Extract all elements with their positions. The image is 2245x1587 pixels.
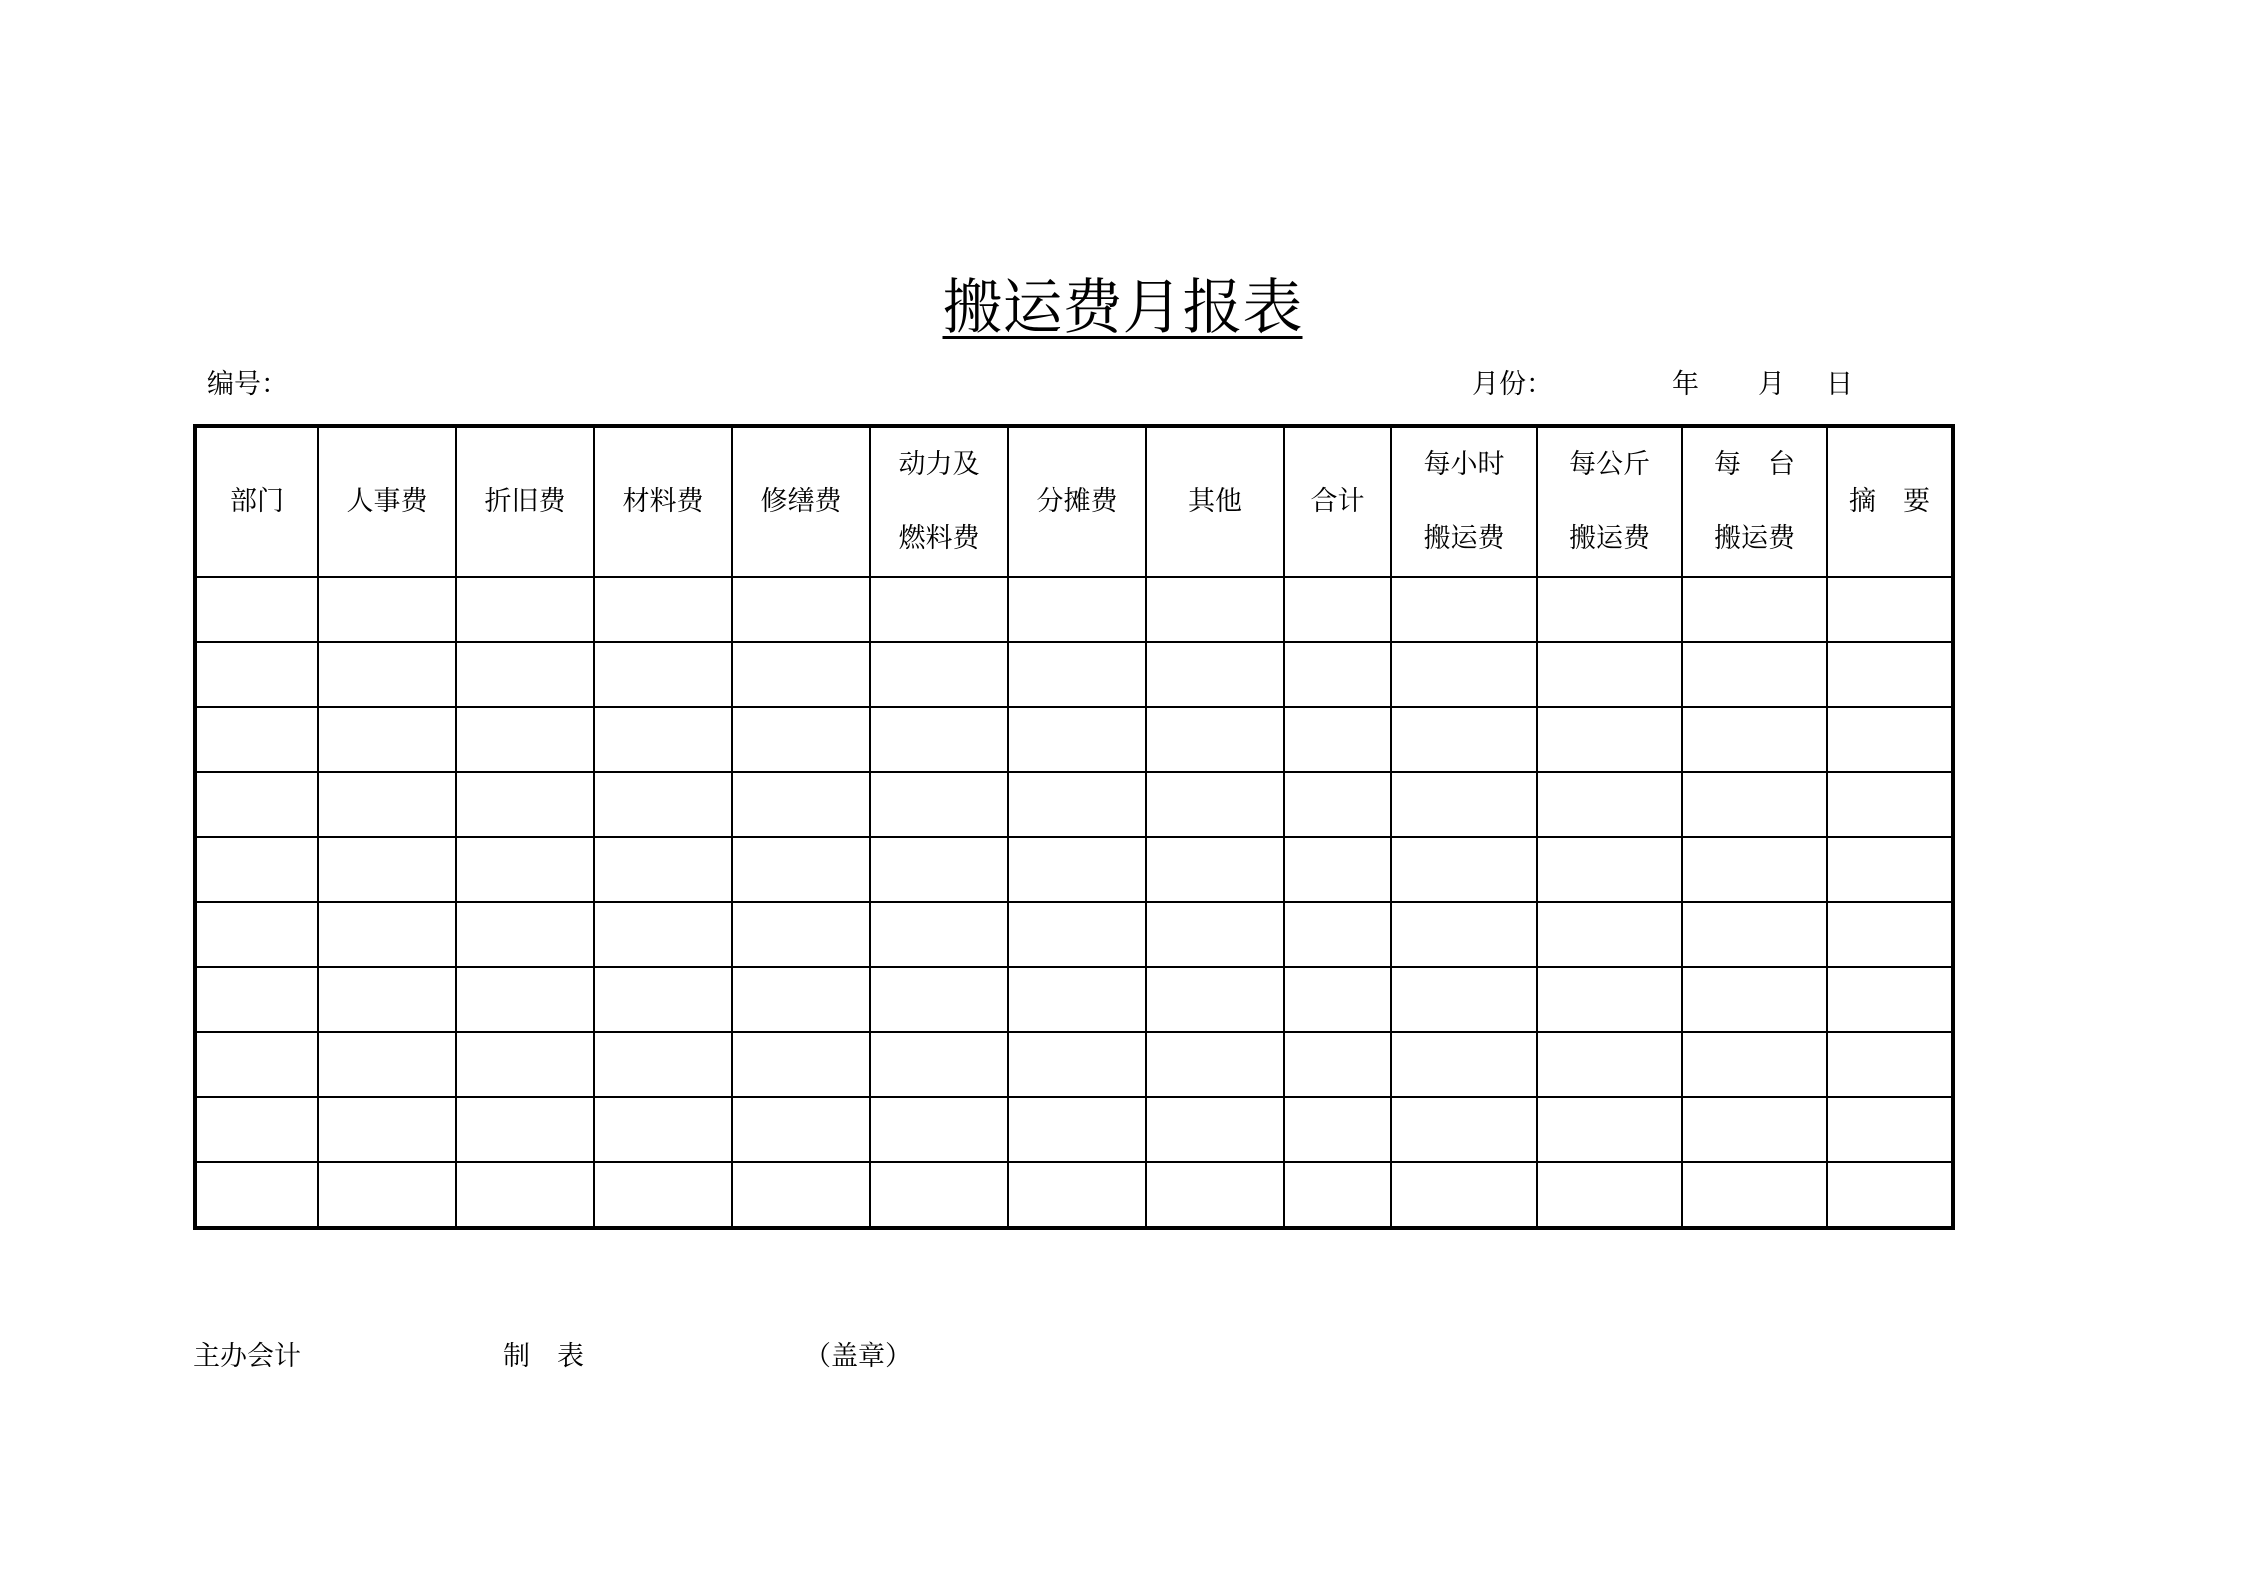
table-cell[interactable] bbox=[1391, 837, 1537, 902]
table-cell[interactable] bbox=[594, 1032, 732, 1097]
table-cell[interactable] bbox=[456, 707, 594, 772]
table-cell[interactable] bbox=[1682, 837, 1827, 902]
column-header bbox=[1537, 426, 1682, 577]
table-cell[interactable] bbox=[195, 837, 318, 902]
table-cell[interactable] bbox=[1008, 1097, 1146, 1162]
column-header-line: 部门 bbox=[230, 486, 284, 517]
table-cell[interactable] bbox=[195, 772, 318, 837]
table-cell[interactable] bbox=[732, 1097, 870, 1162]
preparer-label: 制 表 bbox=[503, 1341, 584, 1372]
table-cell[interactable] bbox=[1284, 707, 1391, 772]
table-cell[interactable] bbox=[594, 1097, 732, 1162]
column-header-line: 人事费 bbox=[346, 486, 428, 517]
table-cell[interactable] bbox=[1008, 772, 1146, 837]
table-cell[interactable] bbox=[1146, 577, 1284, 642]
table-cell[interactable] bbox=[1146, 1097, 1284, 1162]
table-cell[interactable] bbox=[870, 772, 1008, 837]
table-cell[interactable] bbox=[1827, 967, 1953, 1032]
column-header-line: 折旧费 bbox=[484, 486, 566, 517]
table-row bbox=[195, 1097, 1953, 1162]
table-cell[interactable] bbox=[1146, 707, 1284, 772]
table-cell[interactable] bbox=[456, 1162, 594, 1228]
table-row bbox=[195, 1162, 1953, 1228]
table-cell[interactable] bbox=[1284, 1097, 1391, 1162]
table-cell[interactable] bbox=[456, 577, 594, 642]
accountant-label: 主办会计 bbox=[193, 1341, 301, 1372]
table-row bbox=[195, 1032, 1953, 1097]
table-cell[interactable] bbox=[1537, 1032, 1682, 1097]
table-cell[interactable] bbox=[1146, 772, 1284, 837]
table-cell[interactable] bbox=[870, 837, 1008, 902]
table-cell[interactable] bbox=[456, 642, 594, 707]
table-cell[interactable] bbox=[318, 837, 456, 902]
column-header bbox=[594, 426, 732, 577]
table-cell[interactable] bbox=[1682, 707, 1827, 772]
table-cell[interactable] bbox=[1008, 642, 1146, 707]
column-header bbox=[1284, 426, 1391, 577]
table-cell[interactable] bbox=[1284, 902, 1391, 967]
table-cell[interactable] bbox=[195, 577, 318, 642]
column-header bbox=[1391, 426, 1537, 577]
table-cell[interactable] bbox=[594, 967, 732, 1032]
table-cell[interactable] bbox=[870, 967, 1008, 1032]
table-cell[interactable] bbox=[1827, 577, 1953, 642]
table-cell[interactable] bbox=[1682, 1162, 1827, 1228]
table-cell[interactable] bbox=[732, 902, 870, 967]
table-cell[interactable] bbox=[732, 967, 870, 1032]
day-label: 日 bbox=[1826, 369, 1853, 400]
table-cell[interactable] bbox=[456, 1097, 594, 1162]
table-cell[interactable] bbox=[1682, 772, 1827, 837]
table-cell[interactable] bbox=[456, 1032, 594, 1097]
table-cell[interactable] bbox=[195, 642, 318, 707]
month-unit-label: 月 bbox=[1758, 369, 1785, 400]
table-cell[interactable] bbox=[1008, 1162, 1146, 1228]
table-cell[interactable] bbox=[1146, 837, 1284, 902]
table-cell[interactable] bbox=[1537, 1162, 1682, 1228]
column-header-line: 修缮费 bbox=[760, 486, 842, 517]
table-cell[interactable] bbox=[594, 642, 732, 707]
table-cell[interactable] bbox=[318, 642, 456, 707]
table-cell[interactable] bbox=[732, 772, 870, 837]
column-header bbox=[195, 426, 318, 577]
table-row bbox=[195, 837, 1953, 902]
column-header-line: 搬运费 bbox=[1569, 523, 1650, 554]
table-cell[interactable] bbox=[1537, 642, 1682, 707]
title-text: 搬运费月报表 bbox=[942, 273, 1303, 343]
table-cell[interactable] bbox=[732, 1032, 870, 1097]
column-header bbox=[456, 426, 594, 577]
table-cell[interactable] bbox=[1537, 772, 1682, 837]
table-row bbox=[195, 707, 1953, 772]
table-cell[interactable] bbox=[732, 1162, 870, 1228]
table-cell[interactable] bbox=[870, 642, 1008, 707]
table-cell[interactable] bbox=[1537, 837, 1682, 902]
column-header bbox=[1827, 426, 1953, 577]
table-cell[interactable] bbox=[1146, 1162, 1284, 1228]
table-cell[interactable] bbox=[1682, 577, 1827, 642]
column-header-line: 搬运费 bbox=[1423, 523, 1505, 554]
column-header-line: 每公斤 bbox=[1569, 449, 1650, 480]
table-cell[interactable] bbox=[1008, 1032, 1146, 1097]
table-cell[interactable] bbox=[1827, 837, 1953, 902]
table-cell[interactable] bbox=[594, 1162, 732, 1228]
column-header-line: 摘 要 bbox=[1849, 486, 1930, 517]
table-cell[interactable] bbox=[732, 577, 870, 642]
table-cell[interactable] bbox=[1008, 967, 1146, 1032]
table-cell[interactable] bbox=[1827, 1032, 1953, 1097]
table-cell[interactable] bbox=[318, 1097, 456, 1162]
table-cell[interactable] bbox=[195, 902, 318, 967]
column-header-line: 每小时 bbox=[1423, 449, 1505, 480]
table-cell[interactable] bbox=[1682, 1032, 1827, 1097]
table-cell[interactable] bbox=[594, 837, 732, 902]
table-cell[interactable] bbox=[1391, 577, 1537, 642]
table-cell[interactable] bbox=[1146, 642, 1284, 707]
header-row bbox=[195, 426, 1953, 577]
table-cell[interactable] bbox=[870, 1032, 1008, 1097]
column-header bbox=[870, 426, 1008, 577]
table-cell[interactable] bbox=[1391, 642, 1537, 707]
table-cell[interactable] bbox=[594, 772, 732, 837]
table-cell[interactable] bbox=[1008, 837, 1146, 902]
table-cell[interactable] bbox=[1008, 707, 1146, 772]
table-cell[interactable] bbox=[1284, 642, 1391, 707]
table-cell[interactable] bbox=[1391, 772, 1537, 837]
table-cell[interactable] bbox=[1284, 577, 1391, 642]
table-row bbox=[195, 967, 1953, 1032]
table-cell[interactable] bbox=[195, 1032, 318, 1097]
column-header bbox=[732, 426, 870, 577]
page-title bbox=[0, 270, 2245, 346]
table-row bbox=[195, 642, 1953, 707]
table-cell[interactable] bbox=[1391, 1097, 1537, 1162]
table-cell[interactable] bbox=[1827, 772, 1953, 837]
table-cell[interactable] bbox=[456, 837, 594, 902]
table-cell[interactable] bbox=[1682, 642, 1827, 707]
column-header-line: 每 台 bbox=[1714, 449, 1795, 480]
table-cell[interactable] bbox=[1146, 1032, 1284, 1097]
table-row bbox=[195, 577, 1953, 642]
column-header-line: 燃料费 bbox=[898, 523, 980, 554]
table-cell[interactable] bbox=[1284, 967, 1391, 1032]
table-row bbox=[195, 902, 1953, 967]
table-cell[interactable] bbox=[1391, 967, 1537, 1032]
table-cell[interactable] bbox=[870, 707, 1008, 772]
table-cell[interactable] bbox=[1827, 707, 1953, 772]
table-cell[interactable] bbox=[1008, 577, 1146, 642]
table-cell[interactable] bbox=[456, 772, 594, 837]
table-cell[interactable] bbox=[1682, 902, 1827, 967]
table-cell[interactable] bbox=[456, 967, 594, 1032]
column-header-line: 其他 bbox=[1188, 486, 1242, 517]
report-table bbox=[193, 424, 1955, 1230]
table-cell[interactable] bbox=[1008, 902, 1146, 967]
table-cell[interactable] bbox=[1284, 1162, 1391, 1228]
column-header-line: 材料费 bbox=[622, 486, 704, 517]
table-row bbox=[195, 772, 1953, 837]
table-cell[interactable] bbox=[1537, 707, 1682, 772]
table-cell[interactable] bbox=[1391, 1162, 1537, 1228]
table-cell[interactable] bbox=[195, 1162, 318, 1228]
table-cell[interactable] bbox=[1284, 1032, 1391, 1097]
column-header bbox=[318, 426, 456, 577]
table-cell[interactable] bbox=[870, 902, 1008, 967]
table-cell[interactable] bbox=[318, 1032, 456, 1097]
table-cell[interactable] bbox=[732, 707, 870, 772]
month-label: 月份： bbox=[1472, 369, 1553, 400]
table-cell[interactable] bbox=[456, 902, 594, 967]
table-cell[interactable] bbox=[318, 772, 456, 837]
column-header-line: 合计 bbox=[1310, 486, 1365, 517]
table-cell[interactable] bbox=[318, 577, 456, 642]
table-cell[interactable] bbox=[732, 642, 870, 707]
table-cell[interactable] bbox=[1284, 837, 1391, 902]
table-cell[interactable] bbox=[1827, 1097, 1953, 1162]
table-cell[interactable] bbox=[1391, 1032, 1537, 1097]
table-cell[interactable] bbox=[1537, 1097, 1682, 1162]
table-body bbox=[195, 577, 1953, 1228]
table-cell[interactable] bbox=[1827, 1162, 1953, 1228]
table-cell[interactable] bbox=[1682, 967, 1827, 1032]
table-cell[interactable] bbox=[195, 967, 318, 1032]
column-header bbox=[1146, 426, 1284, 577]
table-cell[interactable] bbox=[870, 1162, 1008, 1228]
table-cell[interactable] bbox=[318, 902, 456, 967]
column-header-line: 动力及 bbox=[898, 449, 980, 480]
table-cell[interactable] bbox=[1827, 902, 1953, 967]
table-cell[interactable] bbox=[1391, 902, 1537, 967]
table-cell[interactable] bbox=[1827, 642, 1953, 707]
table-cell[interactable] bbox=[594, 577, 732, 642]
table-cell[interactable] bbox=[1682, 1097, 1827, 1162]
year-label: 年 bbox=[1672, 369, 1699, 400]
column-header bbox=[1682, 426, 1827, 577]
table-cell[interactable] bbox=[1537, 902, 1682, 967]
column-header bbox=[1008, 426, 1146, 577]
table-cell[interactable] bbox=[732, 837, 870, 902]
table-cell[interactable] bbox=[1146, 967, 1284, 1032]
table-cell[interactable] bbox=[1284, 772, 1391, 837]
table-cell[interactable] bbox=[195, 707, 318, 772]
table-cell[interactable] bbox=[318, 1162, 456, 1228]
number-label: 编号： bbox=[207, 369, 288, 400]
table-cell[interactable] bbox=[870, 577, 1008, 642]
table-cell[interactable] bbox=[1537, 577, 1682, 642]
table-cell[interactable] bbox=[1537, 967, 1682, 1032]
seal-label: （盖章） bbox=[804, 1341, 912, 1372]
table-cell[interactable] bbox=[594, 707, 732, 772]
table-cell[interactable] bbox=[870, 1097, 1008, 1162]
column-header-line: 分摊费 bbox=[1036, 486, 1118, 517]
column-header-line: 搬运费 bbox=[1714, 523, 1795, 554]
table-cell[interactable] bbox=[318, 967, 456, 1032]
table-cell[interactable] bbox=[318, 707, 456, 772]
table-cell[interactable] bbox=[1391, 707, 1537, 772]
table-cell[interactable] bbox=[1146, 902, 1284, 967]
table-cell[interactable] bbox=[195, 1097, 318, 1162]
table-cell[interactable] bbox=[594, 902, 732, 967]
